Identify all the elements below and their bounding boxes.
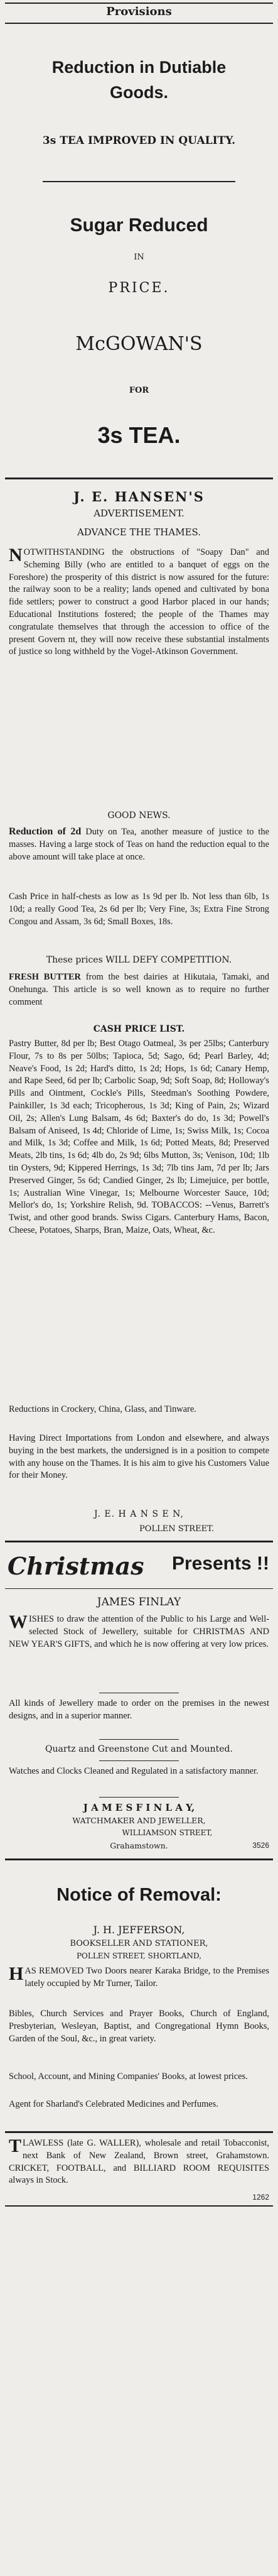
bibles-paragraph: Bibles, Church Services and Prayer Books, Church of England, Presbyterian, Wesleyan, Baptist, and Congregational Hymn Books, Garden of the Soul, &c., in great variety. bbox=[9, 2009, 269, 2044]
watches-paragraph: Watches and Clocks Cleaned and Regulated in a satisfactory manner. bbox=[9, 1766, 259, 1776]
finlay-intro-text: ISHES to draw the attention of the Public to his Large and Well-selected Stock of Jewellery, suitable for CHRISTMAS AND NEW YEAR'S GIFTS, and which he is now offering at very low prices. bbox=[9, 1614, 269, 1649]
hansen-title: J. E. HANSEN'S bbox=[73, 489, 205, 505]
for-word: FOR bbox=[129, 386, 149, 395]
lawless-ad-number: 1262 bbox=[252, 2193, 269, 2202]
ad1-end-rule bbox=[5, 478, 273, 479]
tea-duty-text: Duty on Tea, another measure of justice to the masses. Having a large stock of Teas on hand the reduction equal to the above amount will take place at once. bbox=[9, 827, 270, 862]
tea-improved-line: 3s TEA IMPROVED IN QUALITY. bbox=[42, 134, 236, 147]
reduction-heading: Reduction in Dutiable bbox=[51, 58, 227, 77]
mcgowans-heading: McGOWAN'S bbox=[75, 333, 203, 355]
hansen-street: POLLEN STREET. bbox=[139, 1524, 214, 1534]
butter-bold: FRESH BUTTER bbox=[9, 972, 81, 982]
christmas-rule bbox=[5, 1588, 273, 1589]
cash-price-list-heading: CASH PRICE LIST. bbox=[93, 1024, 185, 1034]
finlay-sig-town: Grahamstown. bbox=[110, 1841, 168, 1850]
section-rule bbox=[5, 23, 273, 24]
finlay-name: JAMES FINLAY bbox=[97, 1596, 181, 1608]
tea-duty-bold: Reduction of 2d bbox=[9, 826, 82, 837]
finlay-sig-name: J A M E S F I N L A Y, bbox=[83, 1802, 195, 1813]
jefferson-street: POLLEN STREET, SHORTLAND, bbox=[76, 1951, 202, 1960]
lawless-paragraph bbox=[9, 2137, 269, 2187]
hansen-signature: J. E. H A N S E N, bbox=[94, 1509, 184, 1519]
agent-paragraph: Agent for Sharland's Celebrated Medicines and Perfumes. bbox=[9, 2099, 218, 2109]
ad1-short-rule bbox=[43, 181, 235, 182]
christmas-presents-heading bbox=[5, 1549, 273, 1582]
quartz-line: Quartz and Greenstone Cut and Mounted. bbox=[45, 1744, 233, 1754]
hansen-subtitle: ADVERTISEMENT. bbox=[94, 508, 184, 519]
drop-cap: H bbox=[9, 1963, 24, 1984]
crockery-paragraph: Reductions in Crockery, China, Glass, and Tinware. bbox=[9, 1404, 196, 1414]
hansen-para1-text: OTWITHSTANDING the obstructions of "Soapy Dan" and Scheming Billy (who are entitled to a banquet of eggs on the Foreshore) the prosperity of this district is now assured for the future: the railway soon to be a reality; lands opened and cultivated by bona fide settlers; power to construct a good Harbor placed in our hands; Educational Institutions fostered; the people of the Thames may congratulate themselves that through the accession to office of the present Govern nt, they will now receive these substantial instalments of justice so long withheld by the Vogel-Atkinson Government. bbox=[9, 547, 269, 657]
ad3-end-rule bbox=[5, 1858, 273, 1860]
defy-competition-line: These prices WILL DEFY COMPETITION. bbox=[46, 955, 232, 965]
ad2-end-rule bbox=[5, 1541, 273, 1542]
importations-paragraph: Having Direct Importations from London and elsewhere, and always buying in the best markets, the undersigned is in a position to compete with any house on the Thames. It is his aim to give his Customers Value for their Money. bbox=[9, 1433, 269, 1481]
removal-heading: Notice of Removal: bbox=[56, 1885, 222, 1905]
butter-text: from the best dairies at Hikutaia, Tamaki, and Onehunga. This article is so well known as to require no further comment bbox=[9, 972, 269, 1007]
sugar-heading: Sugar Reduced bbox=[70, 215, 208, 236]
lawless-text: LAWLESS (late G. WALLER), wholesale and retail Tobacconist, next Bank of New Zealand, Brown street, Grahamstown. CRICKET, FOOTBALL, and BILLIARD ROOM REQUISITES always in Stock. bbox=[9, 2138, 269, 2186]
section-heading: Provisions bbox=[106, 5, 172, 18]
books-paragraph: School, Account, and Mining Companies' Books, at lowest prices. bbox=[9, 2071, 248, 2082]
finlay-divider-3 bbox=[99, 1760, 179, 1761]
cash-price-list: Pastry Butter, 8d per lb; Best Otago Oatmeal, 3s per 25lbs; Canterbury Flour, 7s to 8s per 50lbs; Tapioca, 5d; Sago, 6d; Pearl Barley, 4d; Neave's Food, 1s 2d; Hard's ditto, 1s 2d; Hops, 1s 6d; Canary Hemp, and Rape Seed, 6d per lb; Carbolic Soap, 9d; Soft Soap, 8d; Holloway's Pills and Ointment, Cockle's Pills, Steedman's Soothing Powdere, Painkiller, 1s 3d each; Tricopherous, 1s 3d; King of Pain, 2s; Wizard Oil, 2s; Allen's Lung Balsam, 4s 6d; Baxter's do do, 1s 3d; Powell's Balsam of Aniseed, 1s 4d; Chloride of Lime, 1s; Swiss Milk, 1s; Cocoa and Milk, 1s 3d; Coffee and Milk, 1s 6d; Potted Meats, 8d; Preserved Meats, 2lb tins, 1s 6d; 4lb do, 2s 9d; 6lbs Mutton, 3s; Venison, 10d; 1lb tin Oysters, 9d; Kippered Herrings, 1s 3d; 7lb tins Jam, 7d per lb; Jars Preserved Ginger, 5s 6d; Candied Ginger, 2s lb; Limejuice, per bottle, 1s; Australian Wine Vinegar, 1s; Melbourne Worcester Sauce, 10d; Mellor's do, 1s; Yorkshire Relish, 9d. TOBACCOS: --Venus, Barrett's Twist, and other good brands. Swiss Cigars. Canterbury Hams, Bacon, Cheese, Potatoes, Sharps, Bran, Maize, Oats, Wheat, &c. bbox=[9, 1039, 269, 1235]
bottom-rule bbox=[5, 2205, 273, 2207]
christmas-word: Christmas bbox=[8, 1552, 144, 1580]
tea-price-heading: 3s TEA. bbox=[97, 422, 181, 448]
good-news-heading: GOOD NEWS. bbox=[107, 810, 171, 821]
jefferson-trade: BOOKSELLER AND STATIONER, bbox=[70, 1939, 208, 1948]
finlay-divider-4 bbox=[99, 1797, 179, 1798]
finlay-intro-paragraph bbox=[9, 1613, 269, 1651]
butter-paragraph bbox=[9, 971, 269, 1008]
hansen-notwithstanding-paragraph bbox=[9, 547, 269, 658]
finlay-ad-number: 3526 bbox=[252, 1841, 269, 1850]
goods-heading: Goods. bbox=[110, 83, 168, 102]
removal-paragraph bbox=[9, 1965, 269, 1990]
in-word: IN bbox=[134, 253, 144, 262]
advance-thames-heading: ADVANCE THE THAMES. bbox=[77, 527, 201, 538]
price-word: PRICE. bbox=[108, 280, 170, 296]
jefferson-name: J. H. JEFFERSON, bbox=[93, 1924, 185, 1936]
cash-price-paragraph: Cash Price in half-chests as low as 1s 9d per lb. Not less than 6lb, 1s 10d; a really Good Tea, 2s 6d per lb; Very Fine, 3s; Extra Fine Strong Congou and Assam, 3s 6d; Small Boxes, 18s. bbox=[9, 892, 269, 927]
finlay-sig-street: WILLIAMSON STREET, bbox=[122, 1828, 213, 1837]
removal-text: AS REMOVED Two Doors nearer Karaka Bridge, to the Premises lately occupied by Mr Turner, Tailor. bbox=[24, 1966, 269, 1989]
tea-duty-paragraph bbox=[9, 826, 269, 863]
drop-cap: T bbox=[9, 2136, 22, 2156]
finlay-divider-2 bbox=[99, 1739, 179, 1740]
presents-word: Presents !! bbox=[171, 1553, 269, 1574]
drop-cap: N bbox=[9, 545, 23, 565]
newspaper-column bbox=[5, 0, 273, 2576]
ad4-end-rule bbox=[5, 2131, 273, 2133]
top-rule bbox=[5, 3, 273, 4]
finlay-sig-title: WATCHMAKER AND JEWELLER, bbox=[72, 1816, 206, 1825]
jewellery-order-paragraph: All kinds of Jewellery made to order on the premises in the newest designs, and in a superior manner. bbox=[9, 1698, 269, 1721]
drop-cap: W bbox=[9, 1612, 28, 1632]
